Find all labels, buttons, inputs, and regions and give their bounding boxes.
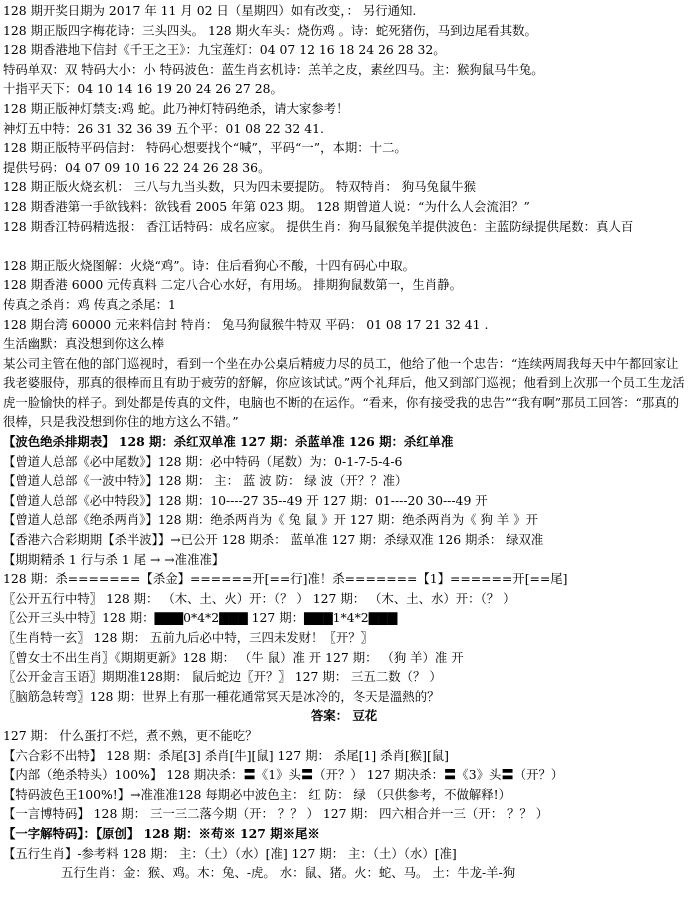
text-line: 128 期正版火烧图解：火烧“鸡”。诗：住后看狗心不酸，十四有码心中取。 <box>3 257 415 273</box>
text-line: 传真之杀肖：鸡 传真之杀尾：1 <box>3 296 176 312</box>
text-line: 〖曾女士不出生肖〗《期期更新》128 期： （牛 鼠）准 开 127 期： （狗 羊）准 开 <box>3 649 464 665</box>
text-line: 〖公开五行中特〗 128 期： （木、土、火）开：（？ ） 127 期： （木、土、水）开：（？ ） <box>3 590 516 606</box>
text-line: 128 期台湾 60000 元来料信封 特肖： 兔马狗鼠猴牛特双 平码： 01 08 17 21 32 41 . <box>3 316 489 332</box>
text-line: 提供号码：04 07 09 10 16 22 24 26 28 36。 <box>3 159 271 175</box>
text-line: 128 期正版火烧玄机： 三八与九当头数，只为四未要提防。 特双特肖： 狗马兔鼠牛猴 <box>3 179 477 195</box>
text-line: 〖公开三头中特〗128 期：▇▇▇0*4*2▇▇▇ 127 期：▇▇▇1*4*2▇▇▇ <box>3 610 398 626</box>
text-line: 〖脑筋急转弯〗128 期：世界上有那一種花通常冥天是冰冷的，冬天是溫熱的？ <box>3 688 440 704</box>
text-line: 【五行生肖】-参考料 128 期： 主：（土）（水）[准] 127 期： 主：（土）（水）[准] <box>3 845 457 861</box>
text-line: 神灯五中特：26 31 32 36 39 五个平：01 08 22 32 41. <box>3 120 324 136</box>
text-line: 【期期精杀 1 行与杀 1 尾 → →准准准】 <box>3 551 225 567</box>
text-line: 128 期正版神灯禁支:鸡 蛇。此乃神灯特码绝杀，请大家参考！ <box>3 100 349 116</box>
text-line: 【曾道人总部《必中特段》】128 期：10----27 35--49 开 127 期：01----20 30---49 开 <box>3 492 488 508</box>
text-line: 【曾道人总部《必中尾数》】128 期：必中特码（尾数）为：0-1-7-5-4-6 <box>3 453 403 469</box>
text-line: 某公司主管在他的部门巡视时，看到一个坐在办公桌后精疲力尽的员工，他给了他一个忠告：“连续两周我每天中午都回家让我老婆服侍，那真的很棒而且有助于疲劳的舒解，你应该试试。”两个礼拜后，他又到部门巡视；他看到上次那一个员工生龙活虎一脸愉快的样子。到处都是传真的文件，电脑也不断的在运作。“看来，你有接受我的忠告”“我有啊”那员工回答：“那真的很棒，只是我没想到你住的地方这么不错。” <box>3 355 685 430</box>
text-line: 【曾道人总部《绝杀两肖》】128 期：绝杀两肖为《 兔 鼠 》开 127 期：绝杀两肖为《 狗 羊 》开 <box>3 512 538 528</box>
text-line: 〖生肖特一玄〗 128 期： 五前九后必中特，三四未发财！〖开？〗 <box>3 630 374 645</box>
text-line: 【特码波色王100%!】→准准准128 每期必中波色主： 红 防： 绿 （只供参考，不做解释!） <box>3 786 511 802</box>
text-line: 【内部（绝杀特头）100%】 128 期决杀：〓《1》头〓（开？） 127 期决杀：〓《3》头〓（开？） <box>3 767 564 783</box>
text-line: 十指平天下：04 10 14 16 19 20 24 26 27 28。 <box>3 81 283 97</box>
text-line: 答案： 豆花 <box>310 708 378 724</box>
text-line: 128 期开奖日期为 2017 年 11 月 02 日（星期四）如有改变，： 另行通知. <box>3 3 417 18</box>
text-line: 128 期：杀=======【杀金】======开[==行]准！杀=======【1】======开[==尾] <box>3 571 568 587</box>
text-line: 128 期正版四字梅花诗：三头四头。 128 期火车头：烧伤鸡 。诗：蛇死猪伤，马到边尾看其数。 <box>3 22 537 38</box>
text-line: 【曾道人总部《一波中特》】128 期： 主： 蓝 波 防： 绿 波（开？？准） <box>3 473 408 489</box>
text-line: 特码单双：双 特码大小：小 特码波色：蓝生肖玄机诗：羔羊之皮，素丝四马。主：猴狗鼠马牛兔。 <box>3 61 544 77</box>
text-line: 【六合彩不出特】 128 期：杀尾[3] 杀肖[牛][鼠] 127 期： 杀尾[1] 杀肖[猴][鼠] <box>3 747 450 763</box>
text-line: 五行生肖：金：猴、鸡。木：兔、-虎。 水：鼠、猪。火：蛇、马。 土：牛龙-羊-狗 <box>61 865 516 881</box>
text-line: 127 期： 什么蛋打不烂，煮不熟，更不能吃？ <box>3 727 258 743</box>
text-line: 〖公开金言玉语〗期期准128期： 鼠后蛇边〖开？〗 127 期： 三五二数（？ ） <box>3 669 442 685</box>
text-line: 128 期香江特码精选报： 香江话特码：成名应家。 提供生肖：狗马鼠猴兔羊提供波色：主蓝防绿提供尾数：真人百 <box>3 218 634 234</box>
text-line: 【波色绝杀排期表】 128 期：杀红双单准 127 期：杀蓝单准 126 期：杀红单准 <box>3 434 454 450</box>
text-line: 【香港六合彩期期【杀半波】】→已公开 128 期杀： 蓝单准 127 期：杀绿双准 126 期杀： 绿双准 <box>3 532 544 548</box>
text-line: 128 期香港地下信封《千王之王》：九宝莲灯：04 07 12 16 18 24 26 28 32。 <box>3 42 446 58</box>
text-line: 【一字解特码】：【原创】 128 期：※苟※ 127 期※尾※ <box>3 825 320 841</box>
text-line: 128 期香港第一手欲钱料：欲钱看 2005 年第 023 期。 128 期曾道人说：“为什么人会流泪？” <box>3 198 530 214</box>
text-line: 128 期正版特平码信封： 特码心想要找个“喊”，平码“一”，本期：十二。 <box>3 140 407 156</box>
text-line: 【一言博特码】 128 期： 三一三二落今期（开： ？？ ） 127 期： 四六相合并一三（开： ？？ ） <box>3 806 549 822</box>
text-line: 128 期香港 6000 元传真料 二定八合心水好，有用场。 排期狗鼠数第一，生肖静。 <box>3 277 462 293</box>
text-line: 生活幽默：真没想到你这么棒 <box>3 336 165 352</box>
